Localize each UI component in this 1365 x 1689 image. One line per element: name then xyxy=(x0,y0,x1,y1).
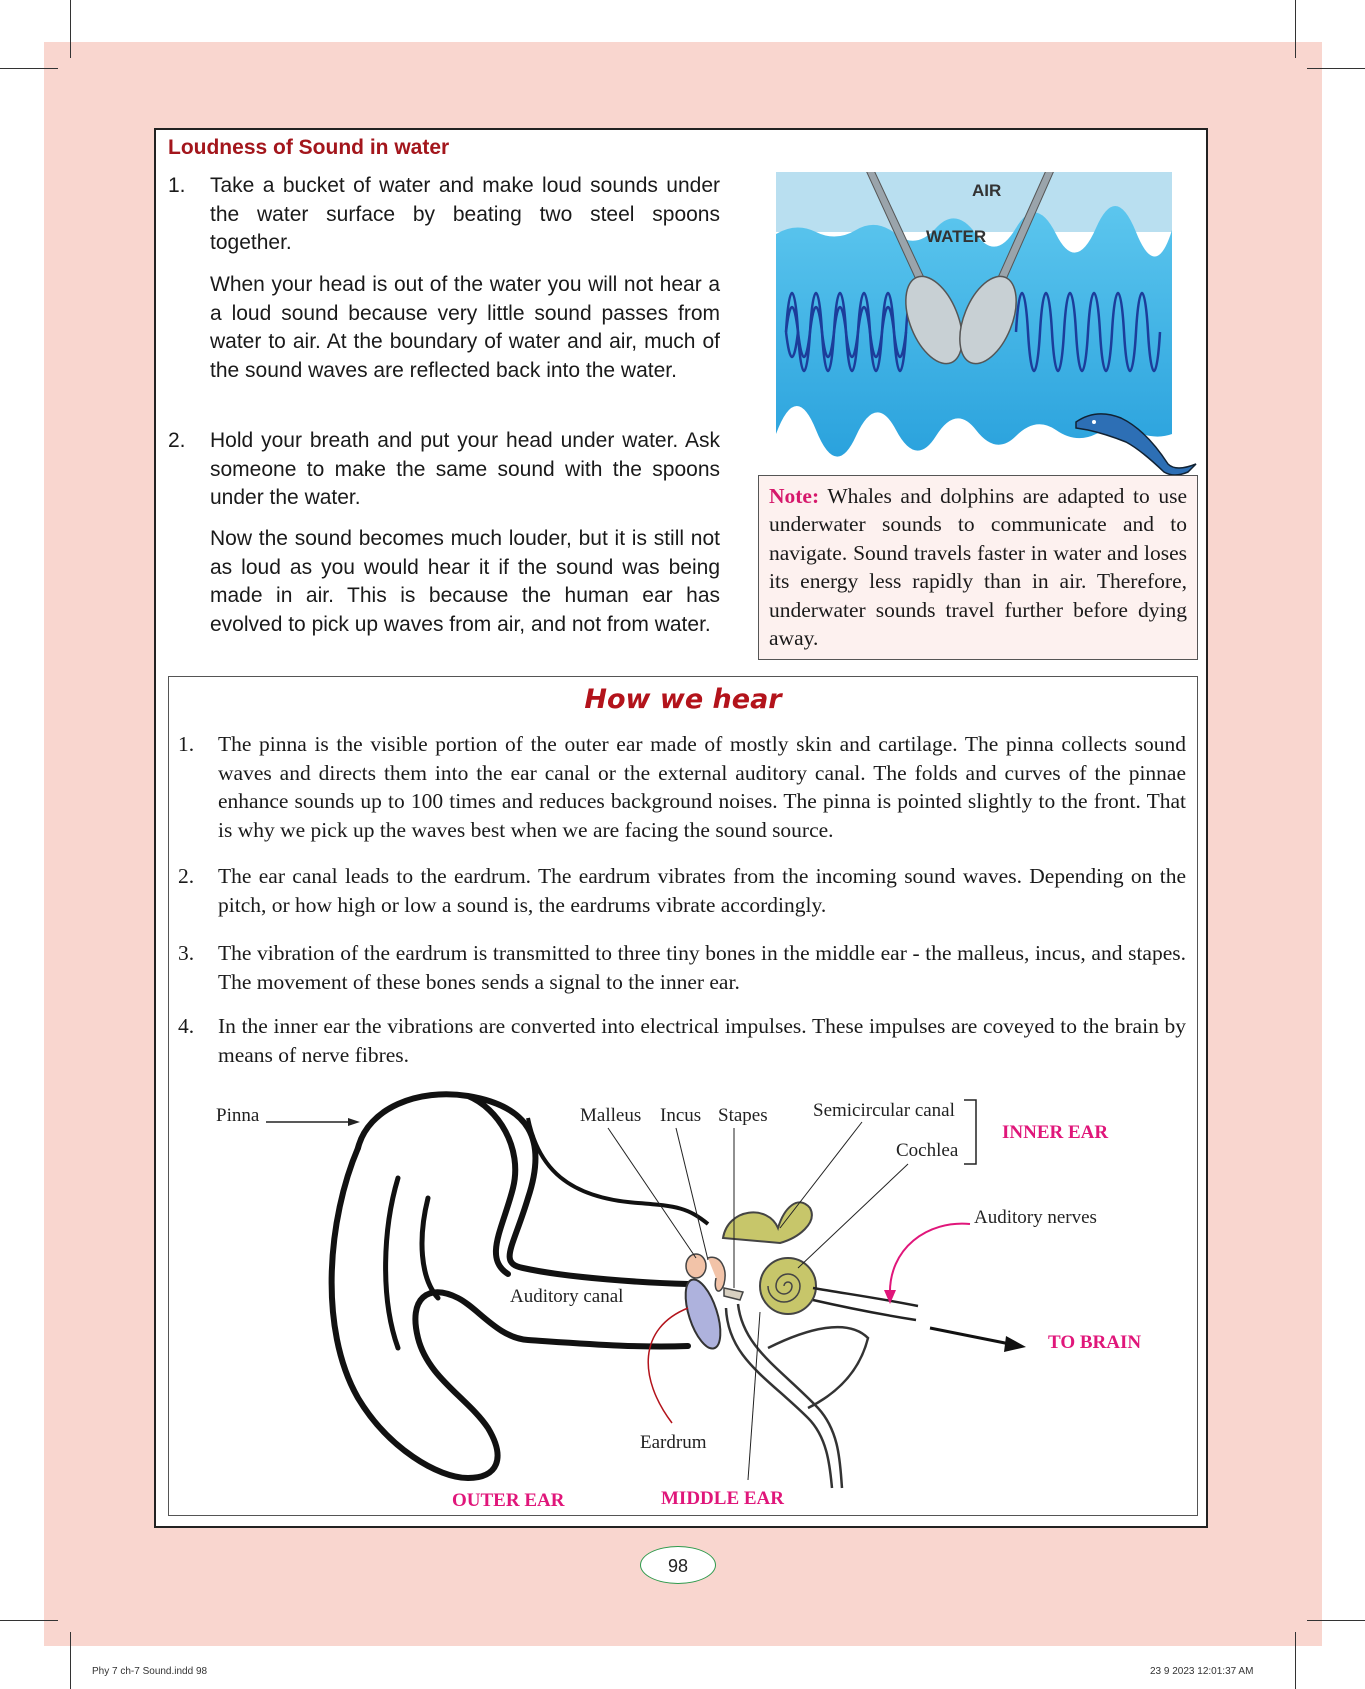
crop-mark xyxy=(70,0,71,58)
page-number: 98 xyxy=(640,1546,716,1584)
list-text: The pinna is the visible portion of the outer ear made of mostly skin and cartilage. The pinna collects sound waves and directs them into the ear canal or the external auditory canal. The folds and curves of the pinnae enhance sounds up to 100 times and reduces background noises. The pinna is pointed slightly to the front. That is why we pick up the waves best when we are facing the sound source. xyxy=(218,732,1186,842)
list-number: 2. xyxy=(178,864,195,888)
note-text: Whales and dolphins are adapted to use underwater sounds to communicate and to navigate. Sound travels faster in water and loses its energy less rapidly than in air. Therefore, underwater sounds travel further before dying away. xyxy=(769,484,1187,651)
pinna-label: Pinna xyxy=(216,1105,260,1126)
list-text: The vibration of the eardrum is transmitted to three tiny bones in the middle ear - the malleus, incus, and stapes. The movement of these bones sends a signal to the inner ear. xyxy=(218,941,1186,994)
crop-mark xyxy=(1295,1632,1296,1689)
list-text: In the inner ear the vibrations are converted into electrical impulses. These impulses are coveyed to the brain by means of nerve fibres. xyxy=(218,1014,1186,1067)
outer-ear-label: OUTER EAR xyxy=(452,1490,565,1511)
incus-shape xyxy=(708,1257,725,1291)
crop-mark xyxy=(1295,0,1296,58)
ear-diagram xyxy=(168,1078,1198,1516)
incus-label: Incus xyxy=(660,1105,702,1126)
crop-mark xyxy=(1307,68,1365,69)
pinna-folds xyxy=(386,1178,438,1348)
crop-mark xyxy=(1307,1620,1365,1621)
auditory-nerves-arrow xyxy=(890,1224,970,1296)
step-number: 1. xyxy=(168,174,186,197)
list-item xyxy=(178,939,1186,996)
list-number: 1. xyxy=(178,732,195,756)
crop-mark xyxy=(70,1632,71,1689)
note-label: Note: xyxy=(769,484,820,508)
water-label: WATER xyxy=(926,227,987,246)
footer-right: 23 9 2023 12:01:37 AM xyxy=(1150,1666,1254,1677)
step-paragraph: Now the sound becomes much louder, but it is still not as loud as you would hear it if the sound was being made in air. This is because the human ear has evolved to pick up waves from air, and not from water. xyxy=(210,527,720,636)
list-item xyxy=(178,1012,1186,1069)
step-item xyxy=(168,427,720,513)
step-paragraph: When your head is out of the water you will not hear a a loud sound because very little sound passes from water to air. At the boundary of water and air, much of the sound waves are reflected back into the water. xyxy=(210,273,720,382)
step-number: 2. xyxy=(168,429,186,452)
section-title: Loudness of Sound in water xyxy=(168,136,450,159)
auditory-nerves-label: Auditory nerves xyxy=(974,1207,1097,1228)
list-text: The ear canal leads to the eardrum. The eardrum vibrates from the incoming sound waves. Depending on the pitch, or how high or low a sound is, the eardrums vibrate accordingly. xyxy=(218,864,1186,917)
air-label: AIR xyxy=(972,181,1002,200)
cochlea-label: Cochlea xyxy=(896,1140,959,1161)
semicircular-canal-shape xyxy=(723,1202,812,1243)
eardrum-label: Eardrum xyxy=(640,1432,707,1453)
step-text: Hold your breath and put your head under water. Ask someone to make the same sound with the spoons under the water. xyxy=(210,429,720,509)
eardrum-arrow xyxy=(648,1308,688,1423)
footer-left: Phy 7 ch-7 Sound.indd 98 xyxy=(92,1666,208,1677)
how-we-hear-title: How we hear xyxy=(584,684,782,715)
auditory-nerve-shape xyxy=(813,1288,918,1320)
inner-ear-bracket xyxy=(964,1100,976,1164)
to-brain-label: TO BRAIN xyxy=(1048,1332,1142,1353)
list-number: 3. xyxy=(178,941,195,965)
stapes-shape xyxy=(724,1288,743,1300)
spoons-in-water-figure xyxy=(776,172,1204,480)
malleus-label: Malleus xyxy=(580,1105,642,1126)
stapes-label: Stapes xyxy=(718,1105,768,1126)
auditory-canal-label: Auditory canal xyxy=(510,1286,624,1307)
pointer-lines xyxy=(608,1122,908,1480)
inner-ear-label: INNER EAR xyxy=(1002,1122,1109,1143)
crop-mark xyxy=(0,68,58,69)
middle-ear-label: MIDDLE EAR xyxy=(661,1488,784,1509)
semicircular-canal-label: Semicircular canal xyxy=(813,1100,955,1121)
list-number: 4. xyxy=(178,1014,195,1038)
step-text: Take a bucket of water and make loud sounds under the water surface by beating two steel spoons together. xyxy=(210,174,720,254)
list-item xyxy=(178,730,1186,844)
head-outline xyxy=(528,1118,708,1224)
crop-mark xyxy=(0,1620,58,1621)
note-box xyxy=(758,475,1198,660)
list-item xyxy=(178,862,1186,919)
eustachian-tube-shape xyxy=(726,1304,842,1488)
step-item xyxy=(168,172,720,258)
to-brain-arrow xyxy=(930,1328,1010,1344)
